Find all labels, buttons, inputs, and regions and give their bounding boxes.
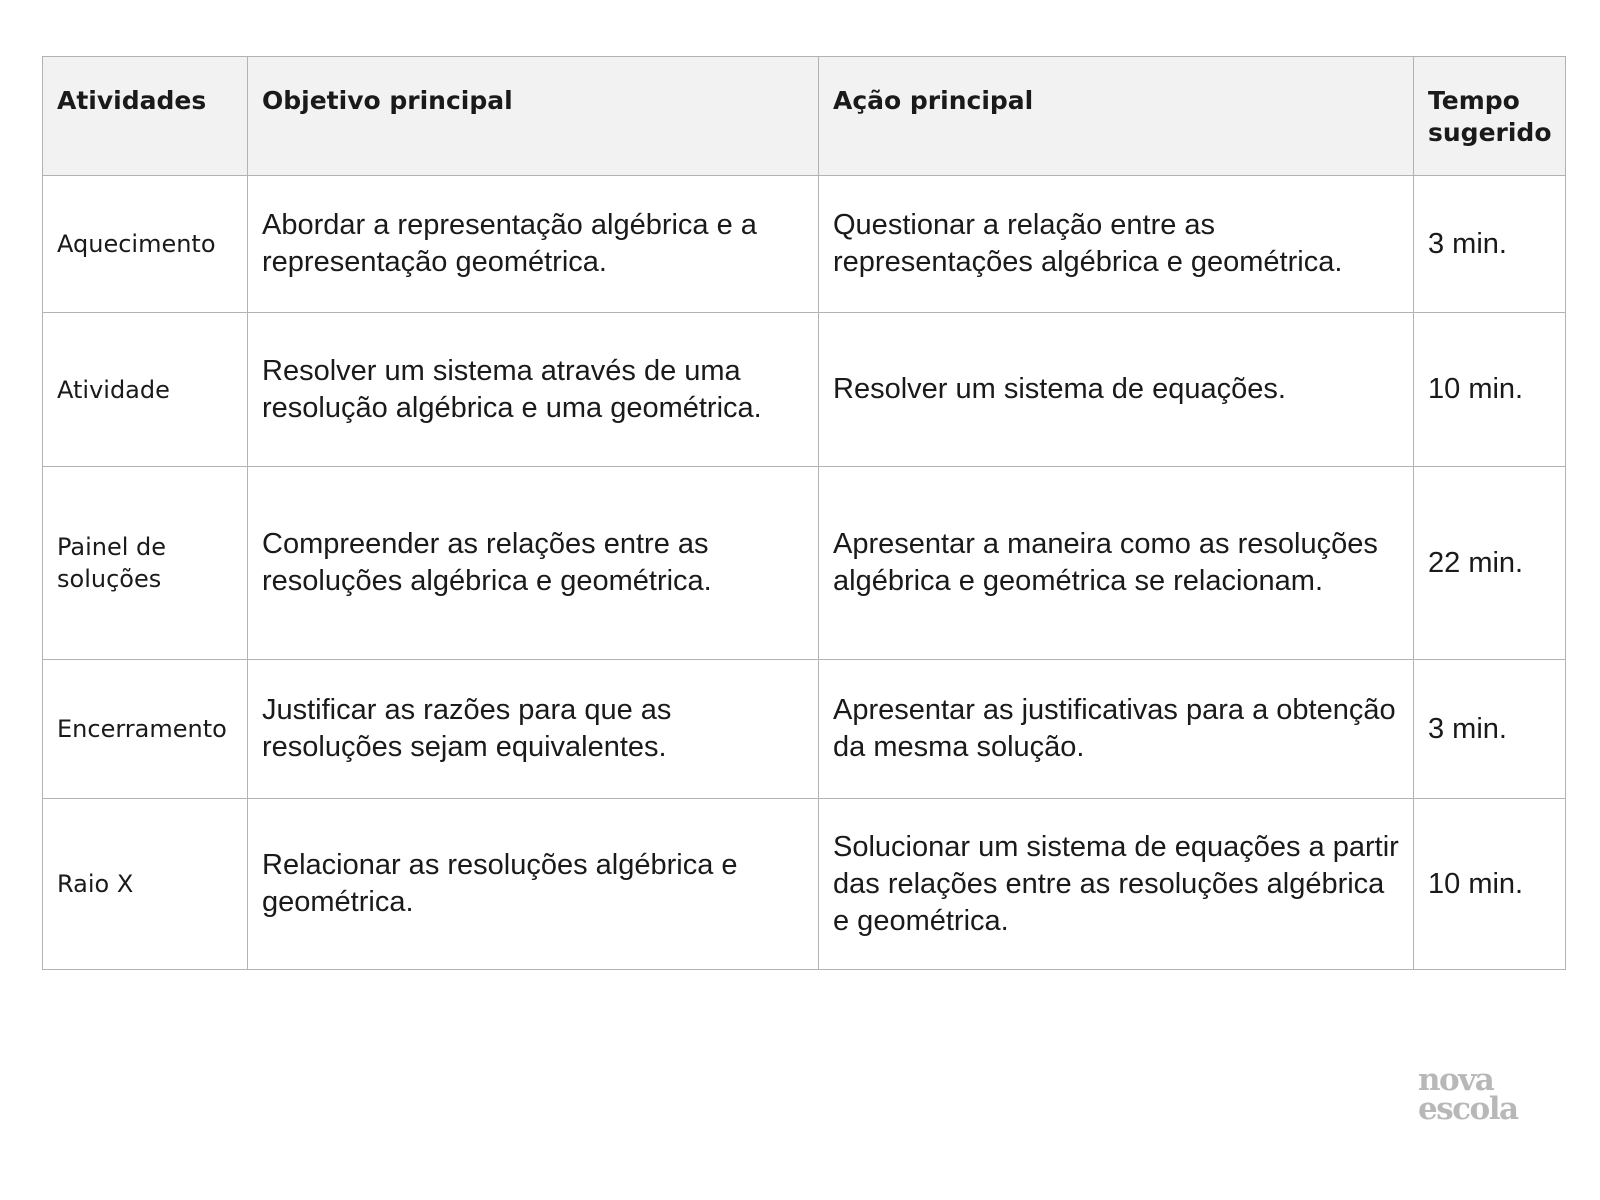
cell-acao: Resolver um sistema de equações.	[819, 313, 1414, 467]
cell-tempo: 3 min.	[1414, 660, 1566, 799]
cell-objetivo: Abordar a representação algébrica e a representação geométrica.	[248, 176, 819, 313]
table-row	[43, 176, 1566, 313]
nova-escola-logo	[1418, 1062, 1538, 1127]
cell-atividade: Raio X	[43, 799, 248, 970]
header-tempo-sugerido: Tempo sugerido	[1414, 57, 1566, 176]
cell-atividade: Atividade	[43, 313, 248, 467]
table-row	[43, 799, 1566, 970]
logo-line-2: escola	[1418, 1091, 1518, 1127]
cell-objetivo: Compreender as relações entre as resoluções algébrica e geométrica.	[248, 467, 819, 660]
cell-atividade: Painel de soluções	[43, 467, 248, 660]
table-row	[43, 467, 1566, 660]
cell-acao: Solucionar um sistema de equações a partir das relações entre as resoluções algébrica e geométrica.	[819, 799, 1414, 970]
cell-objetivo: Justificar as razões para que as resoluções sejam equivalentes.	[248, 660, 819, 799]
cell-tempo: 10 min.	[1414, 799, 1566, 970]
cell-objetivo: Relacionar as resoluções algébrica e geométrica.	[248, 799, 819, 970]
cell-tempo: 3 min.	[1414, 176, 1566, 313]
cell-atividade: Encerramento	[43, 660, 248, 799]
header-atividades: Atividades	[43, 57, 248, 176]
cell-objetivo: Resolver um sistema através de uma resolução algébrica e uma geométrica.	[248, 313, 819, 467]
header-objetivo-principal: Objetivo principal	[248, 57, 819, 176]
cell-tempo: 22 min.	[1414, 467, 1566, 660]
cell-acao: Questionar a relação entre as representações algébrica e geométrica.	[819, 176, 1414, 313]
table-row	[43, 313, 1566, 467]
lesson-plan-table	[42, 56, 1566, 970]
cell-atividade: Aquecimento	[43, 176, 248, 313]
header-acao-principal: Ação principal	[819, 57, 1414, 176]
logo-line-1: nova	[1418, 1062, 1494, 1098]
table-row	[43, 660, 1566, 799]
cell-acao: Apresentar a maneira como as resoluções algébrica e geométrica se relacionam.	[819, 467, 1414, 660]
cell-acao: Apresentar as justificativas para a obtenção da mesma solução.	[819, 660, 1414, 799]
table-header-row	[43, 57, 1566, 176]
cell-tempo: 10 min.	[1414, 313, 1566, 467]
